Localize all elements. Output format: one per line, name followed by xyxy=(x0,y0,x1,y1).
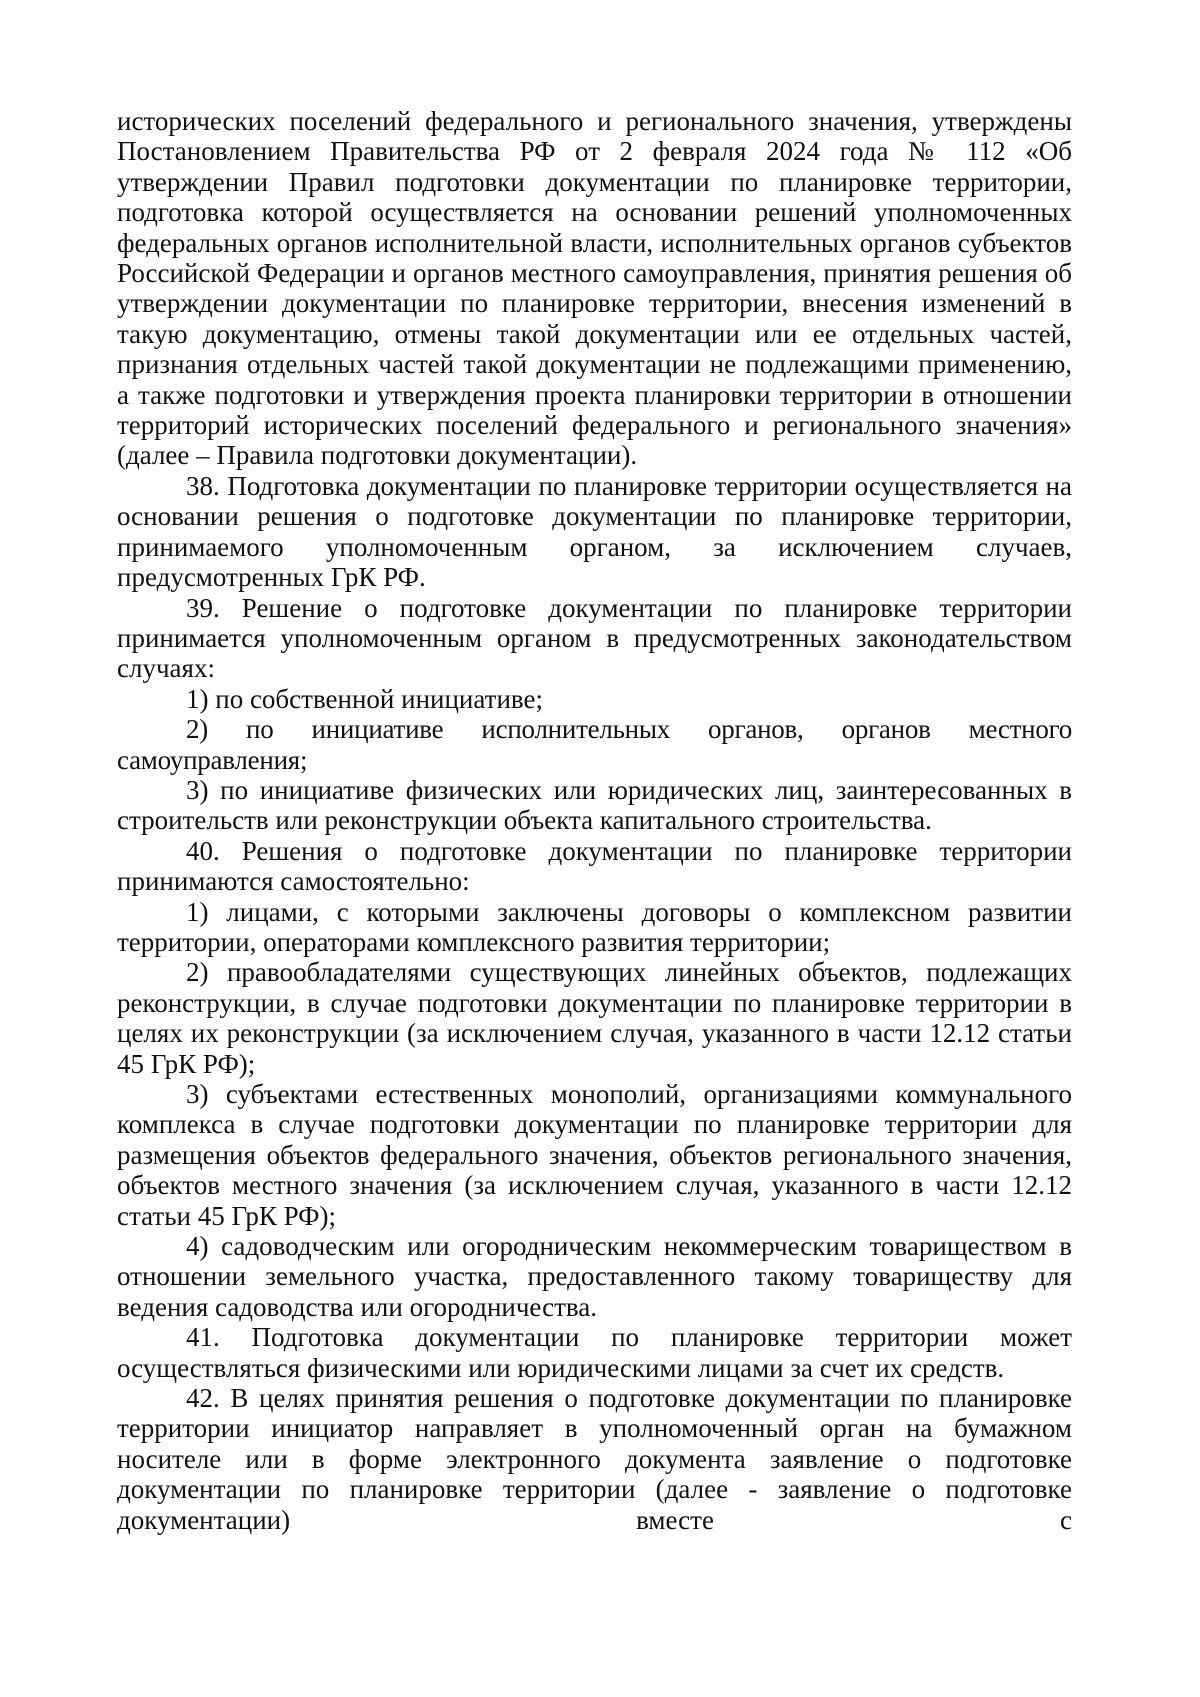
paragraph-41: 41. Подготовка документации по планировке территории может осуществляться физическими или юридическими лицами за счет их средств. xyxy=(117,1322,1072,1383)
document-page xyxy=(117,106,1072,1535)
list-item-39-1: 1) по собственной инициативе; xyxy=(186,683,543,714)
paragraph-continuation: исторических поселений федерального и регионального значения, утверждены Постановлением Правительства РФ от 2 февраля 2024 года № 112 «Об утверждении Правил подготовки документации по планировке территории, подготовка которой осуществляется на основании решений уполномоченных федеральных органов исполнительной власти, исполнительных органов субъектов Российской Федерации и органов местного самоуправления, принятия решения об утверждении документации по планировке территории, внесения изменений в такую документацию, отмены такой документации или ее отдельных частей, признания отдельных частей такой документации не подлежащими применению, а также подготовки и утверждения проекта планировки территории в отношении территорий исторических поселений федерального и регионального значения» (далее – Правила подготовки документации). xyxy=(117,106,1072,471)
list-item-40-4: 4) садоводческим или огородническим некоммерческим товариществом в отношении земельного участка, предоставленного такому товариществу для ведения садоводства или огородничества. xyxy=(117,1231,1072,1322)
paragraph-40: 40. Решения о подготовке документации по планировке территории принимаются самостоятельно: xyxy=(117,835,1072,897)
paragraph-39: 39. Решение о подготовке документации по планировке территории принимается уполномоченным органом в предусмотренных законодательством случаях: xyxy=(117,592,1072,684)
list-item-40-1: 1) лицами, с которыми заключены договоры о комплексном развитии территории, операторами комплексного развития территории; xyxy=(117,896,1072,957)
list-item-40-2: 2) правообладателями существующих линейных объектов, подлежащих реконструкции, в случае подготовки документации по планировке территории в целях их реконструкции (за исключением случая, указанного в части 12.12 статьи 45 ГрК РФ); xyxy=(117,957,1072,1079)
paragraph-42: 42. В целях принятия решения о подготовке документации по планировке территории инициатор направляет в уполномоченный орган на бумажном носителе или в форме электронного документа заявление о подготовке документации по планировке территории (далее - заявление о подготовке документации) вместе с xyxy=(117,1383,1072,1535)
list-item-40-3: 3) субъектами естественных монополий, организациями коммунального комплекса в случае подготовки документации по планировке территории для размещения объектов федерального значения, объектов регионального значения, объектов местного значения (за исключением случая, указанного в части 12.12 статьи 45 ГрК РФ); xyxy=(117,1079,1072,1231)
list-item-39-3: 3) по инициативе физических или юридических лиц, заинтересованных в строительств или реконструкции объекта капитального строительства. xyxy=(117,774,1072,836)
paragraph-38: 38. Подготовка документации по планировке территории осуществляется на основании решения о подготовке документации по планировке территории, принимаемого уполномоченным органом, за исключением случаев, предусмотренных ГрК РФ. xyxy=(117,470,1072,593)
list-item-39-2: 2) по инициативе исполнительных органов, органов местного самоуправления; xyxy=(117,714,1072,775)
